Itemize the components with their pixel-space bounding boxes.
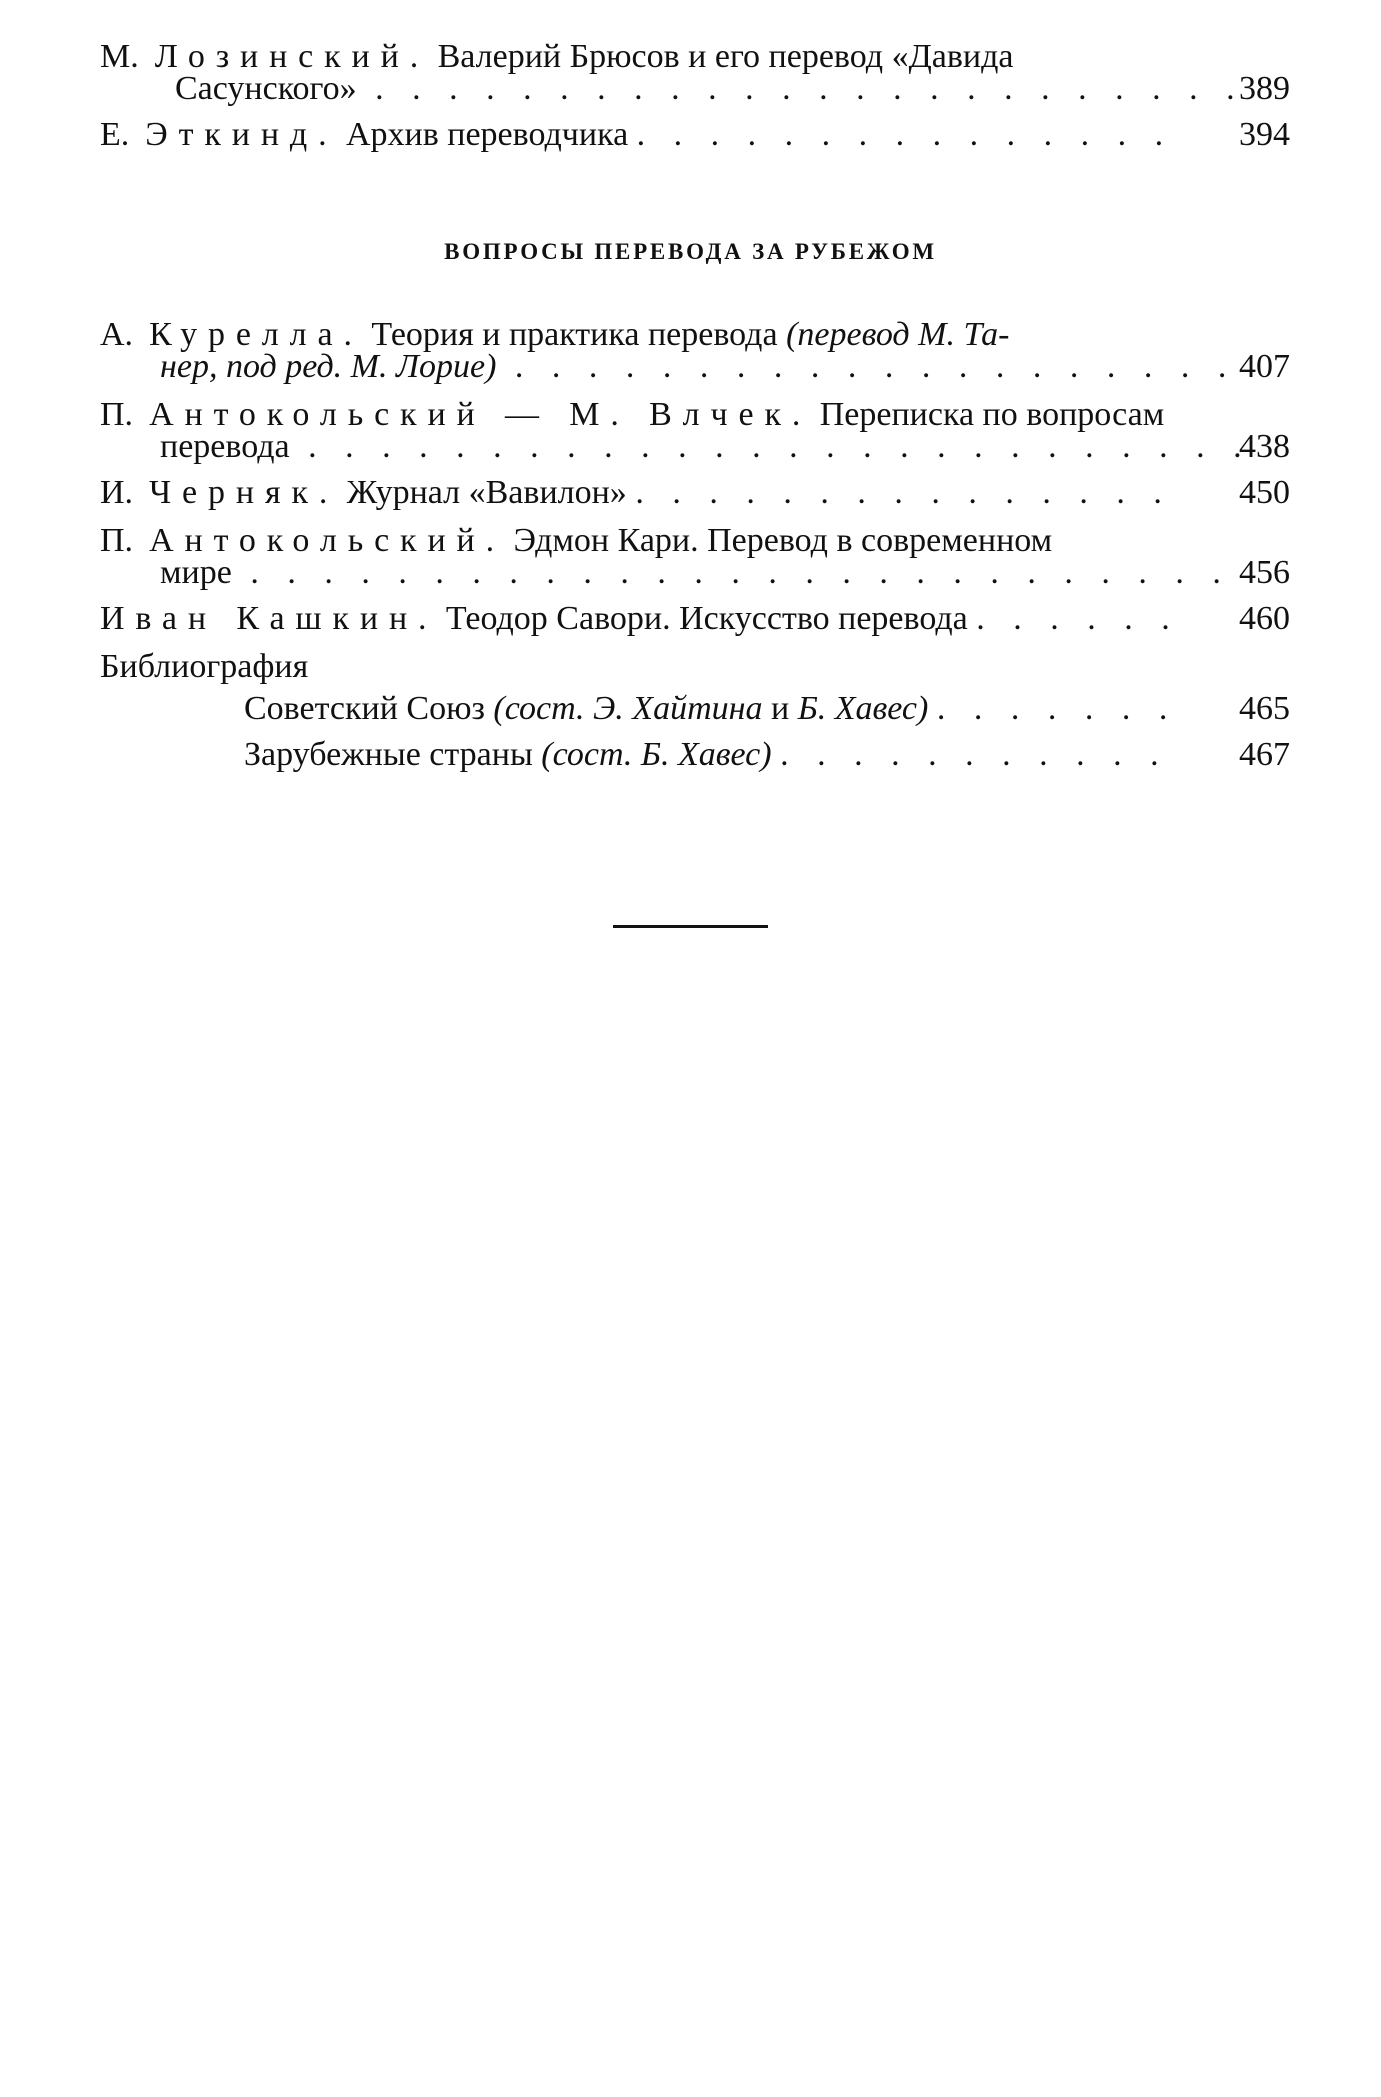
compiler-note: (сост. Б. Хавес) [541,736,772,773]
page-number: 465 [1239,690,1290,727]
conjunction: и [770,690,790,727]
toc-entry-etkind [100,112,1290,158]
entry-title: Архив переводчика [345,116,629,153]
compiler-note: (сост. Э. Хайтина [493,690,763,727]
author-initial: М. [100,38,139,75]
entry-title: Теория и практика перевода [371,316,778,353]
entry-title: Валерий Брюсов и его перевод «Давида [437,38,1014,75]
toc-entry-chernyak [100,470,1290,516]
page-number: 460 [1239,600,1290,637]
toc-entry-bibliography-ussr [244,686,1290,732]
entry-title: Зарубежные страны [244,736,533,773]
author-name: Черняк. [149,474,339,511]
entry-title: Журнал «Вавилон» [346,474,627,511]
author-initial: П. [100,522,134,559]
translator-note-continued: нер, под ред. М. Лорие) [160,348,497,385]
toc-entry-antokolsky-vlchek-line2 [100,424,1290,470]
entry-title: Советский Союз [244,690,485,727]
entry-title-continued: Сасунского» [175,70,357,107]
end-rule-divider [613,925,768,928]
toc-entry-kurella-line2 [100,344,1290,390]
entry-title: Переписка по вопросам [819,396,1165,433]
page-number: 438 [1239,428,1290,465]
toc-entry-lozinsky-line2 [100,66,1290,112]
author-name: Антокольский — М. Влчек. [149,396,812,433]
bibliography-heading: Библиография [100,648,309,685]
author-name: Иван Кашкин. [100,600,438,637]
page-number: 467 [1239,736,1290,773]
compiler-note-second: Б. Хавес) [797,690,929,727]
entry-title-continued: мире [160,554,232,591]
toc-entry-kashkin [100,596,1290,642]
author-name: Антокольский. [149,522,505,559]
page-number: 456 [1239,554,1290,591]
entry-title: Теодор Савори. Искусство перевода [445,600,968,637]
entry-title: Эдмон Кари. Перевод в современном [513,522,1053,559]
author-initial: А. [100,316,134,353]
section-heading: ВОПРОСЫ ПЕРЕВОДА ЗА РУБЕЖОМ [444,239,937,264]
author-initial: П. [100,396,134,433]
toc-entry-antokolsky-kari-line2 [100,550,1290,596]
author-name: Лозинский. [154,38,430,75]
entry-title-continued: перевода [160,428,290,465]
page-number: 394 [1239,116,1290,153]
translator-note: (перевод М. Та- [786,316,1010,353]
page-number: 389 [1239,70,1290,107]
author-name: Курелла. [149,316,363,353]
page-number: 407 [1239,348,1290,385]
author-initial: Е. [100,116,130,153]
author-name: Эткинд. [145,116,338,153]
page-number: 450 [1239,474,1290,511]
toc-entry-bibliography-foreign [244,732,1290,778]
author-initial: И. [100,474,134,511]
